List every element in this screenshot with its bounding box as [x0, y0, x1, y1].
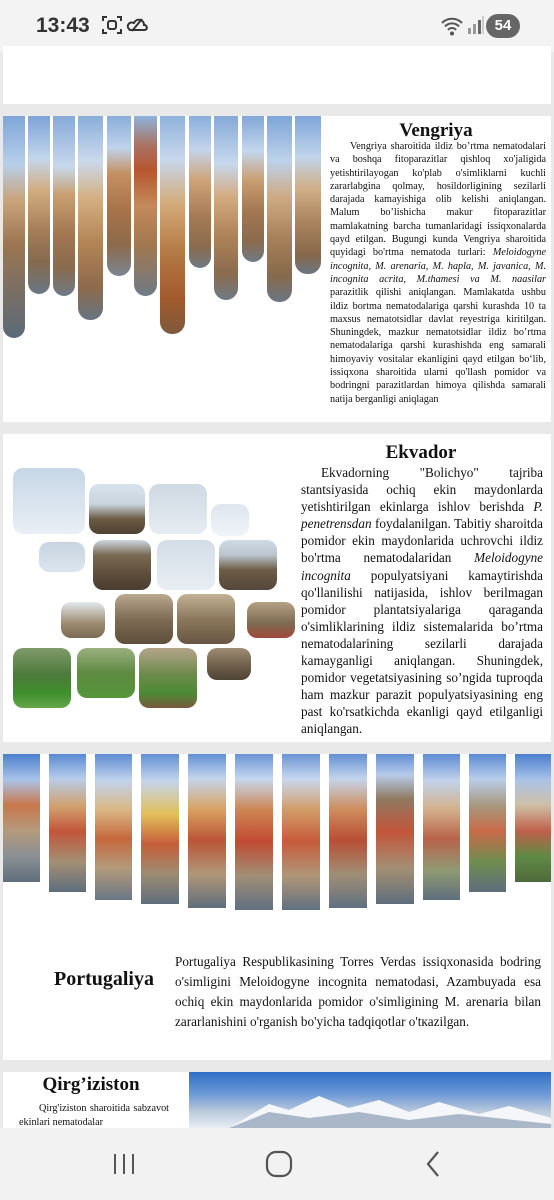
back-icon[interactable]: [424, 1150, 442, 1178]
wifi-icon: [440, 15, 464, 37]
slide-title: Ekvador: [385, 442, 457, 463]
home-icon[interactable]: [265, 1150, 293, 1178]
mountain-image: [189, 1072, 551, 1128]
cloud-icon: [126, 15, 148, 35]
slide-title: Vengriya: [399, 120, 473, 141]
signal-icon: [467, 15, 485, 35]
slide-title: Qirg’iziston: [42, 1074, 140, 1095]
slide-card-portugal[interactable]: [3, 754, 551, 1060]
slide-body-text: Vengriya sharoitida ildiz bo’rtma nematodalari va boshqa fitoparazitlar qishloq xo'jaligida yetishtirilayogan ko'plab o'simliklarni kuchli zararlabgina qolmay, hosildorligining sezilarli darajada kamayishiga olib kelishi aniqlangan. Malum bo’lishicha makur fitoparazitlar mamlakatning barcha tumanlaridagi issiqxonalarda qayd etilgan. Bugungi kunda Vengriya sharoitida quyidagi bo'rtma nematoda turlari: Meloidogyne incognita, M. arenaria, M. hapla, M. javanica, M. incognita acrita, M.thamesi va M. naasilar parazitlik qilishi aniqlangan. Mamlakatda ushbu ildiz bortma nematodalariga qarshi kurashda 10 ta maxsus nematotsidlar davlat reyestriga kiritilgan. Shuningdek, mazkur nematotsidlar ildiz bo’rtma nematodalariga qarshi kurashishda eng samarali himoyaviy vositalar ekanligini qayd etilgan bo‘lib, issiqxona sharoitida ularni qo'llash pomidor va bodringni parazitlardan himoya qilishda samarali natija berganligi aniqlagan: [330, 141, 547, 405]
clock: 13:43: [36, 14, 90, 37]
slide-body-text: Qirg'iziston sharoitida sabzavot ekinlari nematodalar: [19, 1103, 169, 1128]
slide-body-text: Ekvadorning "Bolichyo" tajriba stantsiyasida ochiq ekin maydonlarda yetishtirilgan ekinlarga ishlov berishda P. penetrensdan foydalanilgan. Tabitiy sharoitda pomidor ekin maydonlarida uchrovchi ildiz bo'rtma nematodalaridan Meloidogyne incognita populyatsiyani kamaytirishda qo'llanilishi natijasida, ishlov berilmagan pomidor plantatsiyalariga qaraganda o'simliklarining ildiz sistemalarida bo’rtma nematodalarining sezilarli darajada kamayganligi aniqlangan. Shuningdek, pomidor vegetatsiyasining so’ngida tuproqda ham mazkur parazit populyatsiyasining eng past ko'rsatkichda ekanligi qayd etilganligi aniqlangan.: [301, 465, 544, 737]
previous-slide-card: [3, 46, 551, 104]
battery-indicator: 54: [486, 14, 520, 38]
slide-body-text: Portugaliya Respublikasining Torres Verdas issiqxonasida bodring o'simligini Meloidogyne incognita nematodasi, Azambuyada esa ochiq ekin maydonlarida pomidor o'simligining M. arenaria bilan zararlanishini o'rganish bo'yicha tadqiqotlar o'tкazilgan.: [175, 954, 541, 1029]
slide-card-hungary[interactable]: [3, 116, 551, 422]
navigation-bar: [0, 1128, 554, 1200]
slide-card-ecuador[interactable]: [3, 434, 551, 742]
slide-title: Portugaliya: [54, 968, 154, 990]
screenshot-icon: [102, 15, 122, 35]
recents-icon[interactable]: [112, 1152, 136, 1176]
status-bar: [0, 0, 554, 52]
